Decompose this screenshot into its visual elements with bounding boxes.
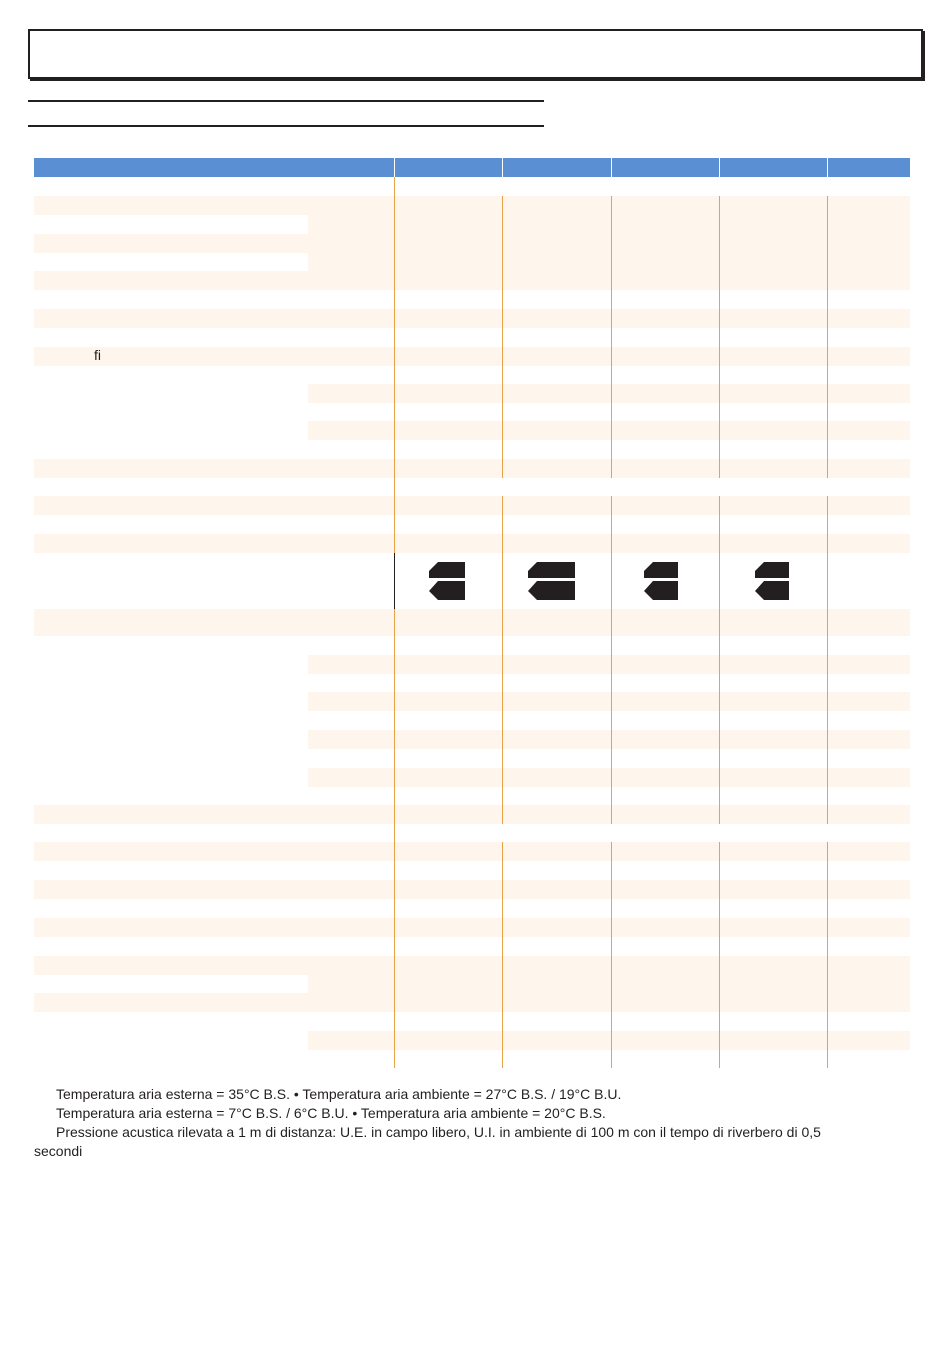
table-subrow bbox=[308, 655, 910, 674]
column-rule bbox=[719, 196, 720, 1068]
footnote-acoustic: Pressione acustica rilevata a 1 m di distanza: U.E. in campo libero, U.I. in ambiente di 100 m con il tempo di riverbero di 0,5 bbox=[56, 1124, 821, 1140]
table-row bbox=[34, 842, 910, 861]
table-row bbox=[34, 271, 910, 290]
table-row bbox=[34, 309, 910, 328]
spec-table bbox=[34, 158, 910, 1068]
table-subrow bbox=[308, 692, 910, 711]
header-divider bbox=[611, 158, 612, 177]
table-header bbox=[34, 158, 910, 177]
merged-row-gap bbox=[612, 937, 613, 956]
table-subrow bbox=[308, 730, 910, 749]
table-subrow bbox=[308, 975, 910, 994]
energy-class-arrow-icon bbox=[644, 562, 688, 600]
table-subrow bbox=[308, 252, 910, 271]
column-rule bbox=[394, 177, 395, 1068]
footnote-cooling: Temperatura aria esterna = 35°C B.S. • Temperatura aria ambiente = 27°C B.S. / 19°C B.U. bbox=[56, 1086, 622, 1102]
column-rule bbox=[827, 196, 828, 1068]
heading-rule-top bbox=[28, 100, 544, 102]
table-row bbox=[34, 918, 910, 937]
merged-row-gap bbox=[395, 478, 910, 496]
table-subrow bbox=[308, 1031, 910, 1050]
column-rule bbox=[502, 196, 503, 1068]
table-row bbox=[34, 196, 910, 215]
footnotes bbox=[34, 1085, 910, 1161]
header-divider bbox=[827, 158, 828, 177]
energy-class-arrow-icon bbox=[528, 562, 576, 600]
title-box bbox=[28, 29, 923, 79]
footnote-heating: Temperatura aria esterna = 7°C B.S. / 6°C B.U. • Temperatura aria ambiente = 20°C B.S. bbox=[56, 1105, 606, 1121]
row-label-glyph: fi bbox=[94, 347, 101, 363]
table-subrow bbox=[308, 421, 910, 440]
table-row bbox=[34, 459, 910, 478]
table-row bbox=[34, 609, 910, 636]
header-divider bbox=[502, 158, 503, 177]
heading-rule-bottom bbox=[28, 125, 544, 127]
table-row bbox=[34, 993, 910, 1012]
table-subrow bbox=[308, 384, 910, 403]
energy-class-arrow-icon bbox=[429, 562, 473, 600]
table-row bbox=[34, 805, 910, 824]
energy-class-arrow-icon bbox=[755, 562, 799, 600]
footnote-acoustic-cont: secondi bbox=[34, 1143, 83, 1159]
merged-row-gap bbox=[395, 824, 910, 842]
table-row bbox=[34, 956, 910, 975]
header-divider bbox=[719, 158, 720, 177]
table-subrow bbox=[308, 215, 910, 234]
table-row bbox=[34, 534, 910, 553]
header-divider bbox=[394, 158, 395, 177]
energy-row-rule bbox=[394, 553, 395, 609]
table-row bbox=[34, 234, 910, 253]
table-row bbox=[34, 496, 910, 515]
table-subrow bbox=[308, 768, 910, 787]
table-row bbox=[34, 880, 910, 899]
table-row bbox=[34, 347, 910, 366]
